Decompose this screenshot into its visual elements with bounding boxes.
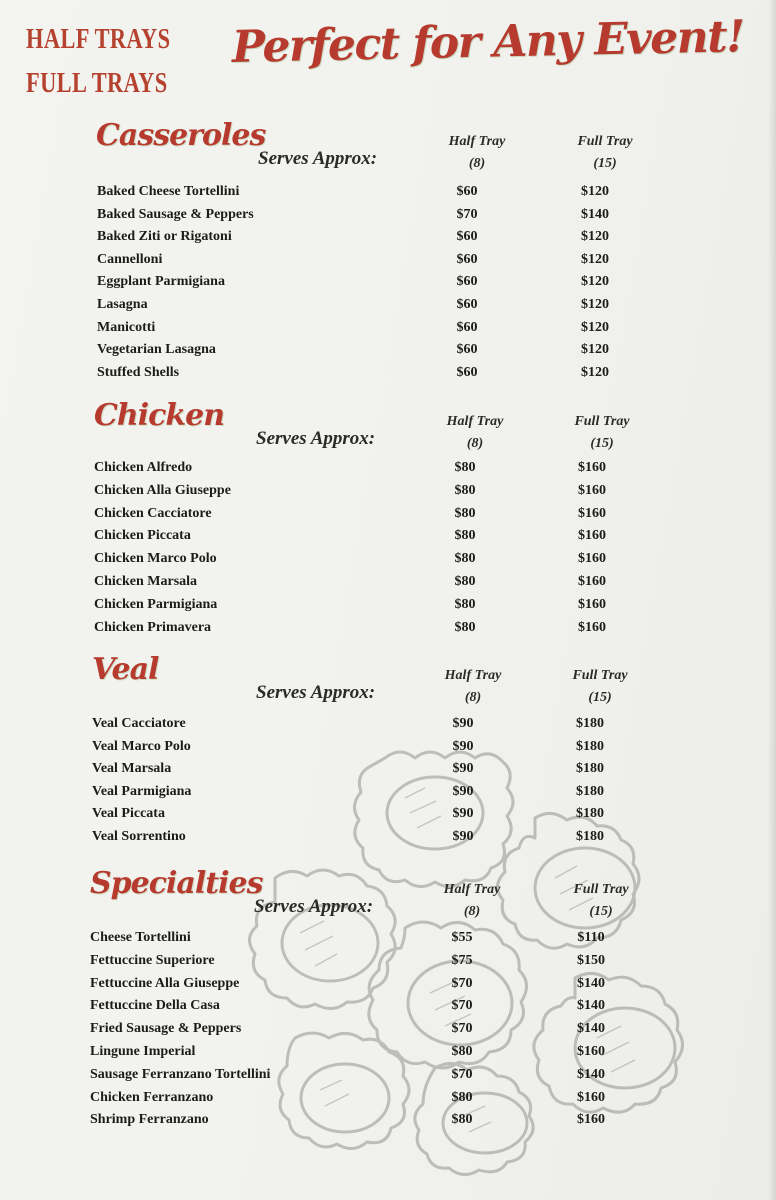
half-tray-price: $80 xyxy=(454,460,476,475)
half-tray-price: $80 xyxy=(454,483,476,498)
half-tray-header: Half Tray xyxy=(448,134,506,149)
full-tray-price: $110 xyxy=(577,930,605,945)
half-tray-price: $60 xyxy=(456,252,478,267)
full-tray-price: $120 xyxy=(581,342,609,357)
menu-item-name: Baked Ziti or Rigatoni xyxy=(97,229,232,244)
full-tray-price: $180 xyxy=(576,784,604,799)
menu-item-name: Fettuccine Alla Giuseppe xyxy=(90,976,240,991)
menu-item-name: Fried Sausage & Peppers xyxy=(90,1021,242,1036)
menu-item-name: Shrimp Ferranzano xyxy=(90,1112,209,1127)
full-tray-price: $120 xyxy=(581,274,609,289)
serves-approx-label: Serves Approx: xyxy=(254,896,374,917)
headline: Perfect for Any Event! xyxy=(231,11,745,73)
full-trays-label: FULL TRAYS xyxy=(26,68,168,99)
menu-item-name: Chicken Primavera xyxy=(94,620,212,635)
half-tray-serves: (8) xyxy=(463,904,481,919)
menu-item-name: Cheese Tortellini xyxy=(90,930,191,945)
menu-item-name: Stuffed Shells xyxy=(97,365,180,380)
half-tray-price: $70 xyxy=(451,976,473,991)
section-title-casseroles: Casseroles xyxy=(96,118,266,153)
half-tray-price: $75 xyxy=(451,953,473,968)
full-tray-price: $120 xyxy=(581,365,609,380)
half-tray-serves: (8) xyxy=(468,156,486,171)
half-tray-header: Half Tray xyxy=(444,668,502,683)
section-title-chicken: Chicken xyxy=(94,398,225,433)
full-tray-price: $180 xyxy=(576,806,604,821)
full-tray-price: $120 xyxy=(581,229,609,244)
full-tray-serves: (15) xyxy=(589,904,613,919)
full-tray-serves: (15) xyxy=(588,690,612,705)
full-tray-price: $140 xyxy=(577,1067,605,1082)
menu-item-name: Baked Cheese Tortellini xyxy=(97,184,240,199)
half-tray-header: Half Tray xyxy=(443,882,501,897)
half-tray-price: $60 xyxy=(456,184,478,199)
full-tray-price: $160 xyxy=(578,551,606,566)
full-tray-price: $150 xyxy=(577,953,605,968)
menu-item-name: Chicken Marsala xyxy=(94,574,198,589)
menu-item-name: Chicken Marco Polo xyxy=(94,551,217,566)
full-tray-price: $180 xyxy=(576,739,604,754)
menu-item-name: Cannelloni xyxy=(97,252,163,267)
half-tray-price: $80 xyxy=(454,528,476,543)
full-tray-serves: (15) xyxy=(590,436,614,451)
half-tray-header: Half Tray xyxy=(446,414,504,429)
menu-item-name: Veal Cacciatore xyxy=(92,716,186,731)
menu-item-name: Lingune Imperial xyxy=(90,1044,196,1059)
full-tray-price: $160 xyxy=(578,574,606,589)
full-tray-price: $160 xyxy=(577,1044,605,1059)
half-tray-price: $60 xyxy=(456,365,478,380)
menu-item-name: Chicken Alla Giuseppe xyxy=(94,483,231,498)
menu-item-name: Fettuccine Della Casa xyxy=(90,998,220,1013)
half-trays-label: HALF TRAYS xyxy=(26,24,171,55)
half-tray-price: $80 xyxy=(454,620,476,635)
half-tray-price: $70 xyxy=(456,207,478,222)
full-tray-price: $160 xyxy=(578,506,606,521)
menu-item-name: Lasagna xyxy=(97,297,148,312)
half-tray-serves: (8) xyxy=(466,436,484,451)
half-tray-price: $80 xyxy=(451,1090,473,1105)
full-tray-header: Full Tray xyxy=(574,414,630,429)
menu-item-name: Sausage Ferranzano Tortellini xyxy=(90,1067,271,1082)
menu-item-name: Chicken Parmigiana xyxy=(94,597,218,612)
full-tray-serves: (15) xyxy=(593,156,617,171)
menu-item-name: Baked Sausage & Peppers xyxy=(97,207,254,222)
full-tray-price: $160 xyxy=(577,1112,605,1127)
full-tray-price: $160 xyxy=(578,597,606,612)
half-tray-price: $80 xyxy=(454,574,476,589)
half-tray-price: $60 xyxy=(456,342,478,357)
half-tray-price: $80 xyxy=(454,506,476,521)
serves-approx-label: Serves Approx: xyxy=(256,682,376,703)
serves-approx-label: Serves Approx: xyxy=(256,428,376,449)
serves-approx-label: Serves Approx: xyxy=(258,148,378,169)
menu-item-name: Manicotti xyxy=(97,320,156,335)
menu-item-name: Chicken Ferranzano xyxy=(90,1090,214,1105)
section-title-specialties: Specialties xyxy=(90,866,263,901)
page-edge-shadow xyxy=(768,0,776,1200)
half-tray-price: $60 xyxy=(456,274,478,289)
half-tray-price: $70 xyxy=(451,1021,473,1036)
half-tray-price: $60 xyxy=(456,229,478,244)
half-tray-serves: (8) xyxy=(464,690,482,705)
menu-item-name: Veal Sorrentino xyxy=(92,829,186,844)
half-tray-price: $70 xyxy=(451,998,473,1013)
menu-item-name: Veal Marsala xyxy=(92,761,172,776)
full-tray-price: $160 xyxy=(578,483,606,498)
half-tray-price: $60 xyxy=(456,320,478,335)
menu-item-name: Fettuccine Superiore xyxy=(90,953,215,968)
menu-item-name: Chicken Piccata xyxy=(94,528,191,543)
menu-item-name: Veal Parmigiana xyxy=(92,784,192,799)
full-tray-header: Full Tray xyxy=(572,668,628,683)
half-tray-price: $70 xyxy=(451,1067,473,1082)
half-tray-price: $90 xyxy=(452,784,474,799)
half-tray-price: $90 xyxy=(452,761,474,776)
menu-item-name: Veal Marco Polo xyxy=(92,739,191,754)
full-tray-price: $160 xyxy=(578,460,606,475)
full-tray-price: $120 xyxy=(581,320,609,335)
half-tray-price: $90 xyxy=(452,806,474,821)
menu-item-name: Vegetarian Lasagna xyxy=(97,342,216,357)
menu-item-name: Chicken Alfredo xyxy=(94,460,193,475)
full-tray-header: Full Tray xyxy=(577,134,633,149)
menu-item-name: Chicken Cacciatore xyxy=(94,506,212,521)
full-tray-price: $140 xyxy=(577,976,605,991)
half-tray-price: $90 xyxy=(452,716,474,731)
full-tray-header: Full Tray xyxy=(573,882,629,897)
half-tray-price: $80 xyxy=(454,551,476,566)
half-tray-price: $80 xyxy=(454,597,476,612)
full-tray-price: $180 xyxy=(576,761,604,776)
full-tray-price: $140 xyxy=(577,1021,605,1036)
menu-item-name: Eggplant Parmigiana xyxy=(97,274,225,289)
full-tray-price: $120 xyxy=(581,252,609,267)
full-tray-price: $120 xyxy=(581,184,609,199)
section-title-veal: Veal xyxy=(92,652,159,687)
half-tray-price: $90 xyxy=(452,739,474,754)
half-tray-price: $80 xyxy=(451,1044,473,1059)
full-tray-price: $180 xyxy=(576,716,604,731)
full-tray-price: $180 xyxy=(576,829,604,844)
full-tray-price: $160 xyxy=(578,528,606,543)
half-tray-price: $60 xyxy=(456,297,478,312)
half-tray-price: $80 xyxy=(451,1112,473,1127)
menu-item-name: Veal Piccata xyxy=(92,806,165,821)
full-tray-price: $140 xyxy=(577,998,605,1013)
full-tray-price: $140 xyxy=(581,207,609,222)
half-tray-price: $55 xyxy=(451,930,473,945)
full-tray-price: $160 xyxy=(577,1090,605,1105)
full-tray-price: $120 xyxy=(581,297,609,312)
half-tray-price: $90 xyxy=(452,829,474,844)
full-tray-price: $160 xyxy=(578,620,606,635)
